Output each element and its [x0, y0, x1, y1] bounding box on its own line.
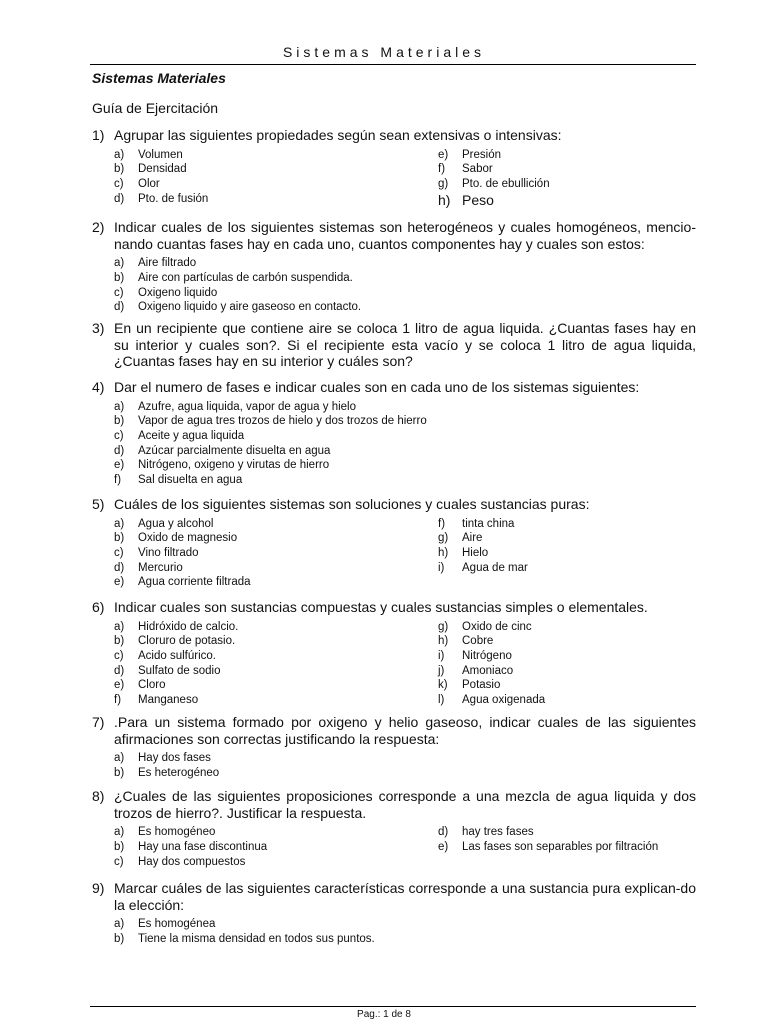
- option-text: Sal disuelta en agua: [138, 474, 243, 487]
- options-column-right: [438, 825, 696, 869]
- option-letter: a): [114, 148, 125, 161]
- option-text: Nitrógeno: [462, 650, 512, 662]
- option-text: Es homogénea: [138, 918, 216, 931]
- option-text: Amoniaco: [462, 664, 514, 677]
- option-text: Es homogéneo: [138, 826, 216, 839]
- question-heading: [92, 880, 696, 913]
- question-heading: [92, 127, 696, 144]
- question-text: Agrupar las siguientes propiedades según sean extensivas o intensivas:: [114, 127, 562, 143]
- options: [92, 148, 696, 208]
- option-text: Sabor: [462, 163, 493, 176]
- option-text: Oxido de magnesio: [138, 532, 238, 545]
- option-letter: g): [438, 178, 449, 190]
- option-letter: i): [438, 561, 445, 574]
- question-number: 3): [92, 320, 105, 336]
- option-letter: j): [438, 664, 445, 677]
- options-column-left: [114, 148, 438, 208]
- option-item: [438, 678, 696, 693]
- option-letter: a): [114, 257, 125, 270]
- options: [92, 620, 696, 708]
- option-letter: f): [438, 517, 446, 530]
- option-text: Es heterogéneo: [138, 766, 220, 779]
- question-heading: [92, 219, 696, 252]
- option-item: [114, 840, 438, 855]
- option-letter: d): [114, 301, 125, 314]
- option-item: [438, 192, 696, 208]
- option-text: Volumen: [138, 148, 183, 161]
- question-number: 6): [92, 599, 105, 615]
- option-letter: l): [438, 694, 445, 707]
- option-letter: c): [114, 178, 124, 190]
- options-column-left: [114, 825, 438, 869]
- options: [92, 825, 696, 869]
- option-item: [114, 575, 438, 590]
- option-item: [114, 300, 438, 315]
- options-column-right: [438, 517, 696, 591]
- option-item: [438, 162, 696, 177]
- option-item: [438, 649, 696, 664]
- option-text: Mercurio: [138, 561, 183, 574]
- guide-title: Guía de Ejercitación: [92, 100, 219, 116]
- page-header: Sistemas Materiales: [282, 44, 486, 60]
- question-number: 9): [92, 880, 105, 896]
- option-letter: f): [438, 163, 446, 176]
- option-text: Aceite y agua liquida: [138, 430, 245, 442]
- options: [92, 751, 696, 780]
- option-text: hay tres fases: [462, 826, 534, 839]
- option-letter: k): [438, 679, 448, 692]
- option-letter: i): [438, 650, 445, 662]
- option-item: [114, 932, 438, 947]
- options-column-left: [114, 517, 438, 591]
- option-item: [438, 177, 696, 192]
- option-letter: e): [438, 840, 449, 853]
- option-letter: c): [114, 430, 124, 442]
- option-letter: c): [114, 855, 124, 868]
- question-7: [92, 714, 696, 781]
- question-text: Indicar cuales de los siguientes sistemas son heterogéneos y cuales homogéneos, mencio-nando cuantas fases hay en cada uno, cuantos componentes hay y cuales son estos:: [114, 219, 696, 252]
- question-number: 2): [92, 219, 105, 235]
- options: [92, 517, 696, 591]
- option-letter: a): [114, 620, 125, 633]
- option-item: [114, 546, 438, 561]
- question-1: [92, 127, 696, 208]
- options: [92, 917, 696, 946]
- option-text: Nitrógeno, oxigeno y virutas de hierro: [138, 459, 330, 472]
- option-letter: d): [438, 826, 449, 839]
- option-text: Cloro: [138, 679, 166, 692]
- option-item: [114, 286, 438, 301]
- option-text: Hay dos fases: [138, 752, 211, 765]
- option-item: [114, 400, 438, 415]
- option-text: Hay una fase discontinua: [138, 840, 268, 853]
- option-text: Hielo: [462, 547, 489, 559]
- question-number: 5): [92, 496, 105, 512]
- option-item: [114, 751, 438, 766]
- option-letter: a): [114, 752, 125, 765]
- option-item: [438, 825, 696, 840]
- option-item: [438, 531, 696, 546]
- option-item: [114, 414, 438, 429]
- option-item: [438, 517, 696, 532]
- option-text: Azúcar parcialmente disuelta en agua: [138, 444, 331, 457]
- options-column-left: [114, 751, 438, 780]
- option-item: [114, 766, 438, 781]
- option-item: [438, 634, 696, 649]
- option-text: tinta china: [462, 517, 515, 530]
- option-item: [114, 855, 438, 870]
- option-text: Vino filtrado: [138, 547, 199, 559]
- option-text: Agua corriente filtrada: [138, 576, 251, 589]
- option-item: [438, 620, 696, 635]
- option-text: Densidad: [138, 163, 187, 176]
- question-heading: [92, 379, 696, 396]
- option-letter: b): [114, 415, 125, 428]
- option-text: Cobre: [462, 635, 494, 648]
- option-item: [114, 531, 438, 546]
- option-item: [438, 840, 696, 855]
- option-letter: a): [114, 826, 125, 839]
- options-column-left: [114, 256, 438, 315]
- option-letter: b): [114, 271, 125, 284]
- option-letter: a): [114, 517, 125, 530]
- question-8: [92, 788, 696, 869]
- option-item: [114, 561, 438, 576]
- option-text: Aire: [462, 532, 483, 545]
- question-text: ¿Cuales de las siguientes proposiciones corresponde a una mezcla de agua liquida y dos trozos de hierro?. Justificar la respuesta.: [114, 788, 696, 821]
- option-text: Potasio: [462, 679, 501, 692]
- option-text: Las fases son separables por filtración: [462, 840, 659, 853]
- question-4: [92, 379, 696, 488]
- option-letter: b): [114, 840, 125, 853]
- footer-rule: [90, 1006, 696, 1007]
- option-text: Aire filtrado: [138, 257, 197, 270]
- option-item: [438, 148, 696, 163]
- option-letter: c): [114, 286, 124, 299]
- option-letter: c): [114, 547, 124, 559]
- option-text: Pto. de ebullición: [462, 178, 550, 190]
- option-text: Tiene la misma densidad en todos sus puntos.: [138, 932, 375, 945]
- question-2: [92, 219, 696, 315]
- question-text: Cuáles de los siguientes sistemas son soluciones y cuales sustancias puras:: [114, 496, 590, 512]
- option-text: Manganeso: [138, 694, 199, 707]
- option-letter: h): [438, 635, 449, 648]
- option-item: [114, 678, 438, 693]
- question-3: [92, 320, 696, 370]
- option-text: Peso: [462, 191, 494, 208]
- option-letter: c): [114, 650, 124, 662]
- question-number: 1): [92, 127, 105, 143]
- option-item: [438, 561, 696, 576]
- option-letter: d): [114, 664, 125, 677]
- question-9: [92, 880, 696, 947]
- option-letter: a): [114, 400, 125, 413]
- option-item: [114, 473, 438, 488]
- option-item: [114, 271, 438, 286]
- option-letter: e): [114, 576, 125, 589]
- document-title: Sistemas Materiales: [92, 70, 226, 86]
- option-item: [114, 825, 438, 840]
- question-heading: [92, 496, 696, 513]
- option-letter: h): [438, 191, 451, 208]
- options: [92, 400, 696, 488]
- option-item: [114, 256, 438, 271]
- option-letter: e): [114, 459, 125, 472]
- option-text: Oxigeno liquido y aire gaseoso en contacto.: [138, 301, 362, 314]
- option-item: [114, 649, 438, 664]
- option-letter: f): [114, 474, 122, 487]
- option-text: Agua de mar: [462, 561, 528, 574]
- option-item: [114, 517, 438, 532]
- option-letter: a): [114, 918, 125, 931]
- option-letter: b): [114, 532, 125, 545]
- option-item: [114, 664, 438, 679]
- options: [92, 256, 696, 315]
- option-letter: d): [114, 192, 125, 205]
- option-item: [114, 693, 438, 708]
- option-item: [114, 634, 438, 649]
- option-item: [114, 177, 438, 192]
- option-text: Vapor de agua tres trozos de hielo y dos trozos de hierro: [138, 415, 427, 428]
- option-letter: g): [438, 620, 449, 633]
- page-footer: Pag.: 1 de 8: [357, 1009, 411, 1020]
- option-item: [114, 162, 438, 177]
- option-text: Agua oxigenada: [462, 694, 546, 707]
- question-heading: [92, 788, 696, 821]
- option-letter: b): [114, 635, 125, 648]
- option-item: [114, 620, 438, 635]
- question-heading: [92, 599, 696, 616]
- option-letter: b): [114, 932, 125, 945]
- question-number: 7): [92, 714, 105, 730]
- question-heading: [92, 320, 696, 370]
- option-text: Oxigeno liquido: [138, 286, 218, 299]
- options-column-right: [438, 148, 696, 208]
- option-letter: g): [438, 532, 449, 545]
- option-text: Pto. de fusión: [138, 192, 209, 205]
- option-letter: e): [438, 148, 449, 161]
- question-text: .Para un sistema formado por oxigeno y helio gaseoso, indicar cuales de las siguientes afirmaciones son correctas justificando la respuesta:: [114, 714, 696, 747]
- option-letter: f): [114, 694, 122, 707]
- option-letter: h): [438, 547, 449, 559]
- option-letter: d): [114, 561, 125, 574]
- option-text: Cloruro de potasio.: [138, 635, 236, 648]
- question-number: 8): [92, 788, 105, 804]
- question-text: Dar el numero de fases e indicar cuales son en cada uno de los sistemas siguientes:: [114, 379, 640, 395]
- option-letter: b): [114, 766, 125, 779]
- question-5: [92, 496, 696, 590]
- option-text: Olor: [138, 178, 160, 190]
- option-text: Oxido de cinc: [462, 620, 532, 633]
- option-text: Acido sulfúrico.: [138, 650, 216, 662]
- option-text: Presión: [462, 148, 501, 161]
- header-rule: [90, 64, 696, 65]
- option-item: [114, 444, 438, 459]
- options-column-left: [114, 400, 438, 488]
- option-item: [114, 917, 438, 932]
- option-letter: e): [114, 679, 125, 692]
- options-column-left: [114, 917, 438, 946]
- question-text: Marcar cuáles de las siguientes características corresponde a una sustancia pura explican-do la elección:: [114, 880, 696, 913]
- question-text: Indicar cuales son sustancias compuestas y cuales sustancias simples o elementales.: [114, 599, 648, 615]
- option-item: [438, 546, 696, 561]
- option-item: [114, 458, 438, 473]
- option-item: [438, 664, 696, 679]
- option-item: [114, 429, 438, 444]
- option-item: [114, 148, 438, 163]
- option-text: Sulfato de sodio: [138, 664, 221, 677]
- question-heading: [92, 714, 696, 747]
- options-column-left: [114, 620, 438, 708]
- question-text: En un recipiente que contiene aire se coloca 1 litro de agua liquida. ¿Cuantas fases hay en su interior y cuales son?. Si el recipiente esta vacío y se coloca 1 litro de agua liquida, ¿Cuantas fases hay en su interior y cuáles son?: [114, 320, 696, 370]
- option-item: [438, 693, 696, 708]
- options-column-right: [438, 620, 696, 708]
- option-text: Hidróxido de calcio.: [138, 620, 239, 633]
- option-text: Aire con partículas de carbón suspendida.: [138, 271, 353, 284]
- question-6: [92, 599, 696, 708]
- option-text: Agua y alcohol: [138, 517, 214, 530]
- option-letter: d): [114, 444, 125, 457]
- option-letter: b): [114, 163, 125, 176]
- option-text: Hay dos compuestos: [138, 855, 246, 868]
- option-item: [114, 192, 438, 207]
- question-number: 4): [92, 379, 105, 395]
- option-text: Azufre, agua liquida, vapor de agua y hielo: [138, 400, 357, 413]
